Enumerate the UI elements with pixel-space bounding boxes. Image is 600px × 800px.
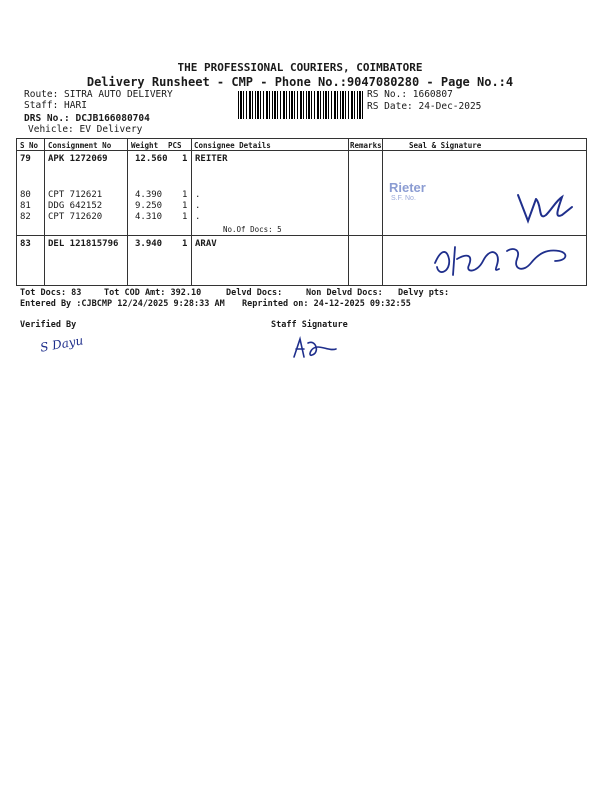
- col-sno: S No: [20, 141, 39, 150]
- rs-number: RS No.: 1660807: [367, 89, 453, 100]
- table-row-consignee: REITER: [195, 154, 228, 164]
- col-consignee: Consignee Details: [194, 141, 271, 150]
- table-row-weight: 4.310: [135, 212, 163, 222]
- rs-date: RS Date: 24-Dec-2025: [367, 101, 482, 112]
- reprinted-on: Reprinted on: 24-12-2025 09:32:55: [242, 299, 411, 309]
- runsheet-table: [16, 138, 587, 286]
- col-seal: Seal & Signature: [409, 141, 482, 150]
- signature-scribble: [427, 239, 577, 281]
- table-row-weight: 9.250: [135, 201, 163, 211]
- table-row-weight: 4.390: [135, 190, 163, 200]
- table-row-consignment: DDG 642152: [48, 201, 103, 211]
- runsheet-subtitle: Delivery Runsheet - CMP - Phone No.:9047080280 - Page No.:4: [86, 75, 514, 89]
- table-row-weight: 12.560: [135, 154, 168, 164]
- row-divider: [17, 235, 586, 236]
- entered-by: Entered By :CJBCMP 12/24/2025 9:28:33 AM: [20, 299, 225, 309]
- delvd-docs: Delvd Docs:: [226, 288, 283, 298]
- staff-signature-scribble: [290, 333, 340, 361]
- company-title: THE PROFESSIONAL COURIERS, COIMBATORE: [177, 61, 423, 74]
- table-row-pcs: 1: [182, 239, 188, 249]
- table-row-sno: 83: [20, 239, 31, 249]
- table-row-pcs: 1: [182, 190, 188, 200]
- delvy-pts: Delvy pts:: [398, 288, 450, 298]
- header-divider: [17, 150, 586, 151]
- non-delvd-docs: Non Delvd Docs:: [306, 288, 383, 298]
- table-row-sno: 80: [20, 190, 31, 200]
- table-row-pcs: 1: [182, 212, 188, 222]
- table-row-sno: 79: [20, 154, 31, 164]
- table-row-consignment: DEL 121815796: [48, 239, 119, 249]
- table-row-consignment: APK 1272069: [48, 154, 108, 164]
- table-row-consignment: CPT 712620: [48, 212, 103, 222]
- verified-by-label: Verified By: [20, 320, 77, 330]
- table-row-consignment: CPT 712621: [48, 190, 103, 200]
- col-remarks: Remarks: [350, 141, 382, 150]
- vehicle-text: Vehicle: EV Delivery: [28, 124, 143, 135]
- table-row-pcs: 1: [182, 201, 188, 211]
- route-text: Route: SITRA AUTO DELIVERY: [24, 89, 173, 100]
- barcode: [238, 91, 364, 119]
- tot-cod-amt: Tot COD Amt: 392.10: [104, 288, 202, 298]
- col-weight: Weight: [131, 141, 159, 150]
- company-stamp: Rieter: [389, 180, 426, 195]
- col-consignment: Consignment No: [48, 141, 112, 150]
- stamp-line: S.F. No.: [391, 195, 416, 202]
- table-row-consignee: .: [195, 212, 201, 222]
- verified-handwriting: S Dayu: [39, 333, 85, 355]
- staff-signature-label: Staff Signature: [271, 320, 348, 330]
- staff-text: Staff: HARI: [24, 100, 87, 111]
- table-row-sno: 81: [20, 201, 31, 211]
- table-row-weight: 3.940: [135, 239, 163, 249]
- signature-scribble: [512, 185, 576, 233]
- table-row-consignee: ARAV: [195, 239, 217, 249]
- table-row-sno: 82: [20, 212, 31, 222]
- col-pcs: PCS: [168, 141, 182, 150]
- tot-docs: Tot Docs: 83: [20, 288, 82, 298]
- table-row-consignee: .: [195, 201, 201, 211]
- table-row-pcs: 1: [182, 154, 188, 164]
- table-row-consignee: .: [195, 190, 201, 200]
- no-of-docs: No.Of Docs: 5: [223, 225, 282, 234]
- drs-number: DRS No.: DCJB166080704: [24, 113, 150, 124]
